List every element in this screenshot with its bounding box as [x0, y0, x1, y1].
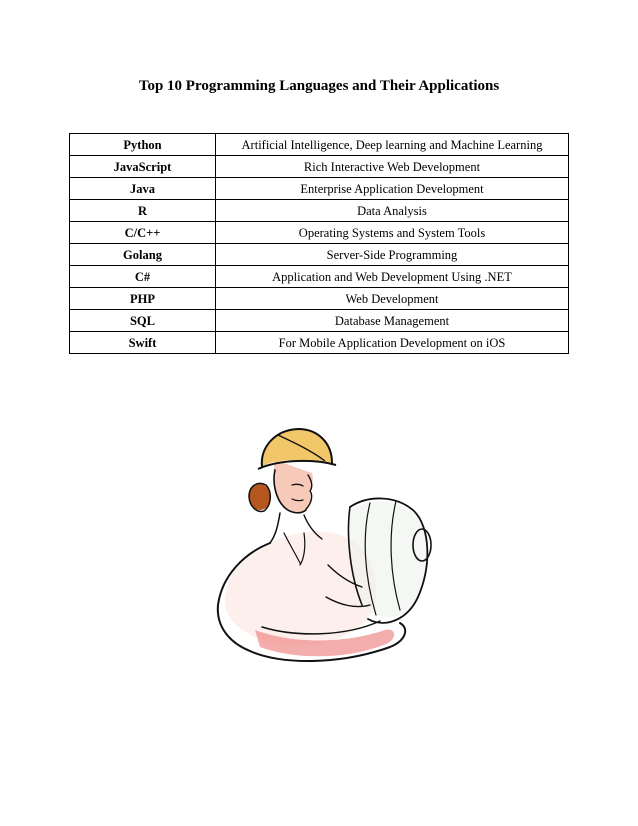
table-row — [70, 244, 569, 266]
application-cell: Operating Systems and System Tools — [216, 222, 569, 244]
table-row — [70, 332, 569, 354]
language-cell: Golang — [70, 244, 216, 266]
engineer-illustration — [200, 415, 450, 675]
application-cell: Database Management — [216, 310, 569, 332]
language-cell: R — [70, 200, 216, 222]
application-cell: Server-Side Programming — [216, 244, 569, 266]
table-row — [70, 134, 569, 156]
language-cell: SQL — [70, 310, 216, 332]
language-cell: PHP — [70, 288, 216, 310]
table-row — [70, 178, 569, 200]
page-title: Top 10 Programming Languages and Their Applications — [138, 78, 500, 94]
application-cell: Artificial Intelligence, Deep learning and Machine Learning — [216, 134, 569, 156]
languages-table — [69, 133, 569, 354]
language-cell: Swift — [70, 332, 216, 354]
table-row — [70, 310, 569, 332]
language-cell: C# — [70, 266, 216, 288]
language-cell: Java — [70, 178, 216, 200]
application-cell: Data Analysis — [216, 200, 569, 222]
language-cell: JavaScript — [70, 156, 216, 178]
application-cell: Enterprise Application Development — [216, 178, 569, 200]
table-row — [70, 156, 569, 178]
application-cell: For Mobile Application Development on iOS — [216, 332, 569, 354]
table-row — [70, 266, 569, 288]
table-row — [70, 288, 569, 310]
table-row — [70, 200, 569, 222]
language-cell: Python — [70, 134, 216, 156]
application-cell: Rich Interactive Web Development — [216, 156, 569, 178]
application-cell: Web Development — [216, 288, 569, 310]
language-cell: C/C++ — [70, 222, 216, 244]
application-cell: Application and Web Development Using .NET — [216, 266, 569, 288]
table-row — [70, 222, 569, 244]
face — [274, 460, 313, 513]
